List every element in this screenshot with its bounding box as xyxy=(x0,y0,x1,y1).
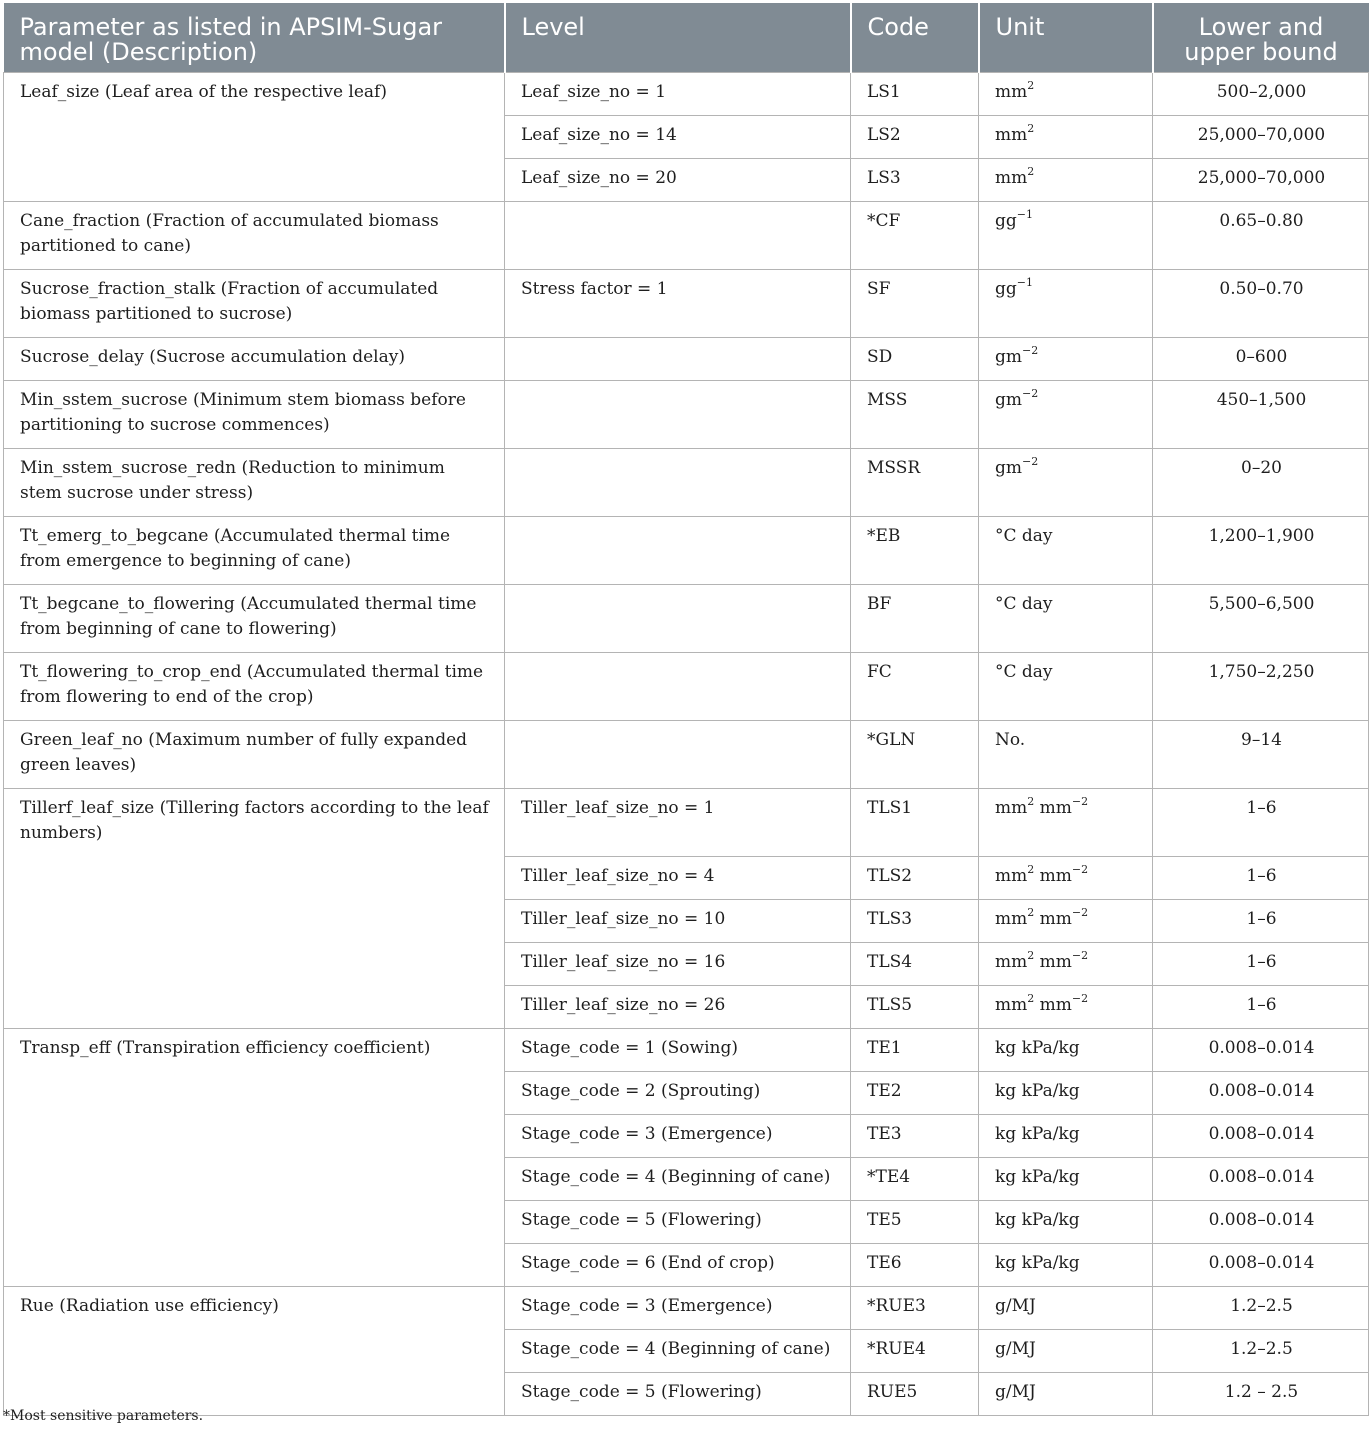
bound-cell: 500–2,000 xyxy=(1153,73,1369,116)
bound-cell: 0–600 xyxy=(1153,338,1369,381)
unit-exponent: −2 xyxy=(1071,795,1089,808)
unit-cell xyxy=(979,1201,1153,1244)
level-cell: Stage_code = 6 (End of crop) xyxy=(505,1244,851,1287)
unit-cell xyxy=(979,1072,1153,1115)
unit-cell xyxy=(979,270,1153,338)
unit-text: mm xyxy=(1034,952,1072,972)
level-cell: Stage_code = 3 (Emergence) xyxy=(505,1115,851,1158)
code-cell: LS2 xyxy=(851,116,979,159)
unit-cell xyxy=(979,381,1153,449)
parameter-cell: Tillerf_leaf_size (Tillering factors according to the leaf numbers) xyxy=(4,789,505,1029)
bound-cell: 0.008–0.014 xyxy=(1153,1115,1369,1158)
table-header-row xyxy=(4,3,1369,73)
code-cell: SF xyxy=(851,270,979,338)
level-cell: Tiller_leaf_size_no = 10 xyxy=(505,900,851,943)
level-cell xyxy=(505,585,851,653)
code-cell: *TE4 xyxy=(851,1158,979,1201)
table-row xyxy=(4,381,1369,449)
table-row xyxy=(4,73,1369,116)
unit-exponent: 2 xyxy=(1027,795,1035,808)
bound-cell: 1–6 xyxy=(1153,857,1369,900)
unit-cell xyxy=(979,449,1153,517)
unit-exponent: 2 xyxy=(1027,79,1035,92)
unit-text: mm xyxy=(995,952,1028,972)
level-cell: Stage_code = 3 (Emergence) xyxy=(505,1287,851,1330)
unit-exponent: −1 xyxy=(1016,208,1033,221)
unit-cell xyxy=(979,1330,1153,1373)
unit-exponent: −2 xyxy=(1071,992,1089,1005)
unit-text: kg kPa/kg xyxy=(995,1253,1080,1273)
unit-cell xyxy=(979,986,1153,1029)
unit-cell xyxy=(979,73,1153,116)
bound-cell: 25,000–70,000 xyxy=(1153,159,1369,202)
unit-text: mm xyxy=(995,798,1028,818)
code-cell: TLS4 xyxy=(851,943,979,986)
unit-cell xyxy=(979,721,1153,789)
level-cell: Stress factor = 1 xyxy=(505,270,851,338)
header-parameter: Parameter as listed in APSIM-Sugar model (Description) xyxy=(4,3,505,73)
code-cell: BF xyxy=(851,585,979,653)
unit-text: g/MJ xyxy=(995,1339,1036,1359)
unit-cell xyxy=(979,517,1153,585)
level-cell: Stage_code = 4 (Beginning of cane) xyxy=(505,1330,851,1373)
header-code: Code xyxy=(851,3,979,73)
unit-cell xyxy=(979,1158,1153,1201)
unit-text: gm xyxy=(995,390,1023,410)
table-row xyxy=(4,1029,1369,1072)
header-bound: Lower and upper bound xyxy=(1153,3,1369,73)
level-cell: Tiller_leaf_size_no = 26 xyxy=(505,986,851,1029)
table-row xyxy=(4,202,1369,270)
level-cell xyxy=(505,338,851,381)
unit-cell xyxy=(979,789,1153,857)
table-body xyxy=(4,73,1369,1416)
code-cell: TE2 xyxy=(851,1072,979,1115)
parameter-cell: Green_leaf_no (Maximum number of fully expanded green leaves) xyxy=(4,721,505,789)
unit-exponent: 2 xyxy=(1027,165,1035,178)
unit-exponent: 2 xyxy=(1027,863,1035,876)
parameter-cell: Sucrose_delay (Sucrose accumulation delay) xyxy=(4,338,505,381)
code-cell: MSSR xyxy=(851,449,979,517)
level-cell: Stage_code = 4 (Beginning of cane) xyxy=(505,1158,851,1201)
unit-cell xyxy=(979,338,1153,381)
unit-text: mm xyxy=(995,82,1028,102)
unit-text: °C day xyxy=(995,594,1053,614)
header-level: Level xyxy=(505,3,851,73)
bound-cell: 1–6 xyxy=(1153,900,1369,943)
level-cell: Leaf_size_no = 14 xyxy=(505,116,851,159)
code-cell: TE5 xyxy=(851,1201,979,1244)
code-cell: TE6 xyxy=(851,1244,979,1287)
code-cell: TLS2 xyxy=(851,857,979,900)
unit-exponent: 2 xyxy=(1027,992,1035,1005)
parameter-cell: Transp_eff (Transpiration efficiency coefficient) xyxy=(4,1029,505,1287)
unit-cell xyxy=(979,653,1153,721)
unit-text: mm xyxy=(1034,798,1072,818)
unit-text: gg xyxy=(995,211,1017,231)
bound-cell: 0–20 xyxy=(1153,449,1369,517)
parameter-table-container xyxy=(3,3,1368,1416)
level-cell xyxy=(505,202,851,270)
unit-exponent: 2 xyxy=(1027,906,1035,919)
unit-exponent: 2 xyxy=(1027,122,1035,135)
unit-text: kg kPa/kg xyxy=(995,1081,1080,1101)
unit-cell xyxy=(979,116,1153,159)
level-cell: Leaf_size_no = 1 xyxy=(505,73,851,116)
code-cell: TLS5 xyxy=(851,986,979,1029)
bound-cell: 9–14 xyxy=(1153,721,1369,789)
code-cell: TLS1 xyxy=(851,789,979,857)
parameter-cell: Sucrose_fraction_stalk (Fraction of accumulated biomass partitioned to sucrose) xyxy=(4,270,505,338)
unit-cell xyxy=(979,1029,1153,1072)
unit-cell xyxy=(979,1244,1153,1287)
level-cell: Leaf_size_no = 20 xyxy=(505,159,851,202)
bound-cell: 1.2 – 2.5 xyxy=(1153,1373,1369,1416)
unit-cell xyxy=(979,857,1153,900)
bound-cell: 1,750–2,250 xyxy=(1153,653,1369,721)
unit-text: kg kPa/kg xyxy=(995,1167,1080,1187)
table-row xyxy=(4,517,1369,585)
code-cell: TLS3 xyxy=(851,900,979,943)
bound-cell: 1.2–2.5 xyxy=(1153,1287,1369,1330)
unit-cell xyxy=(979,900,1153,943)
unit-exponent: −2 xyxy=(1071,906,1089,919)
unit-text: mm xyxy=(1034,995,1072,1015)
bound-cell: 0.008–0.014 xyxy=(1153,1244,1369,1287)
level-cell xyxy=(505,721,851,789)
parameter-cell: Tt_emerg_to_begcane (Accumulated thermal time from emergence to beginning of cane) xyxy=(4,517,505,585)
unit-cell xyxy=(979,1373,1153,1416)
bound-cell: 0.65–0.80 xyxy=(1153,202,1369,270)
parameter-table xyxy=(3,3,1369,1416)
unit-cell xyxy=(979,943,1153,986)
code-cell: LS3 xyxy=(851,159,979,202)
unit-text: °C day xyxy=(995,662,1053,682)
unit-text: kg kPa/kg xyxy=(995,1038,1080,1058)
unit-text: mm xyxy=(995,909,1028,929)
level-cell: Stage_code = 1 (Sowing) xyxy=(505,1029,851,1072)
bound-cell: 1–6 xyxy=(1153,943,1369,986)
code-cell: FC xyxy=(851,653,979,721)
unit-text: No. xyxy=(995,730,1026,750)
unit-exponent: −2 xyxy=(1022,455,1039,468)
parameter-cell: Tt_flowering_to_crop_end (Accumulated thermal time from flowering to end of the crop) xyxy=(4,653,505,721)
code-cell: MSS xyxy=(851,381,979,449)
bound-cell: 25,000–70,000 xyxy=(1153,116,1369,159)
parameter-cell: Rue (Radiation use efficiency) xyxy=(4,1287,505,1416)
bound-cell: 5,500–6,500 xyxy=(1153,585,1369,653)
bound-cell: 1–6 xyxy=(1153,986,1369,1029)
code-cell: LS1 xyxy=(851,73,979,116)
table-row xyxy=(4,585,1369,653)
code-cell: *RUE4 xyxy=(851,1330,979,1373)
unit-text: kg kPa/kg xyxy=(995,1210,1080,1230)
level-cell xyxy=(505,381,851,449)
table-row xyxy=(4,449,1369,517)
unit-text: gm xyxy=(995,347,1023,367)
level-cell: Tiller_leaf_size_no = 1 xyxy=(505,789,851,857)
bound-cell: 0.50–0.70 xyxy=(1153,270,1369,338)
code-cell: *EB xyxy=(851,517,979,585)
code-cell: *CF xyxy=(851,202,979,270)
code-cell: TE3 xyxy=(851,1115,979,1158)
unit-exponent: −2 xyxy=(1071,863,1089,876)
level-cell xyxy=(505,517,851,585)
table-row xyxy=(4,270,1369,338)
unit-text: mm xyxy=(995,995,1028,1015)
table-row xyxy=(4,1287,1369,1330)
parameter-cell: Leaf_size (Leaf area of the respective leaf) xyxy=(4,73,505,202)
parameter-cell: Cane_fraction (Fraction of accumulated biomass partitioned to cane) xyxy=(4,202,505,270)
level-cell: Tiller_leaf_size_no = 4 xyxy=(505,857,851,900)
level-cell: Stage_code = 5 (Flowering) xyxy=(505,1201,851,1244)
header-unit: Unit xyxy=(979,3,1153,73)
unit-text: gg xyxy=(995,279,1017,299)
unit-cell xyxy=(979,159,1153,202)
level-cell: Stage_code = 5 (Flowering) xyxy=(505,1373,851,1416)
code-cell: *RUE3 xyxy=(851,1287,979,1330)
unit-text: g/MJ xyxy=(995,1382,1036,1402)
bound-cell: 1–6 xyxy=(1153,789,1369,857)
level-cell xyxy=(505,449,851,517)
parameter-cell: Tt_begcane_to_flowering (Accumulated thermal time from beginning of cane to flowering) xyxy=(4,585,505,653)
unit-exponent: −2 xyxy=(1022,344,1039,357)
level-cell xyxy=(505,653,851,721)
unit-cell xyxy=(979,1287,1153,1330)
unit-exponent: −1 xyxy=(1016,276,1033,289)
unit-text: mm xyxy=(1034,909,1072,929)
code-cell: SD xyxy=(851,338,979,381)
unit-exponent: 2 xyxy=(1027,949,1035,962)
footnote: *Most sensitive parameters. xyxy=(3,1408,204,1424)
unit-cell xyxy=(979,1115,1153,1158)
parameter-cell: Min_sstem_sucrose_redn (Reduction to minimum stem sucrose under stress) xyxy=(4,449,505,517)
level-cell: Tiller_leaf_size_no = 16 xyxy=(505,943,851,986)
bound-cell: 0.008–0.014 xyxy=(1153,1158,1369,1201)
table-row xyxy=(4,338,1369,381)
bound-cell: 0.008–0.014 xyxy=(1153,1201,1369,1244)
code-cell: TE1 xyxy=(851,1029,979,1072)
unit-cell xyxy=(979,585,1153,653)
unit-text: kg kPa/kg xyxy=(995,1124,1080,1144)
bound-cell: 450–1,500 xyxy=(1153,381,1369,449)
bound-cell: 1,200–1,900 xyxy=(1153,517,1369,585)
unit-text: °C day xyxy=(995,526,1053,546)
unit-text: mm xyxy=(1034,866,1072,886)
table-row xyxy=(4,721,1369,789)
bound-cell: 1.2–2.5 xyxy=(1153,1330,1369,1373)
unit-text: gm xyxy=(995,458,1023,478)
parameter-cell: Min_sstem_sucrose (Minimum stem biomass before partitioning to sucrose commences) xyxy=(4,381,505,449)
unit-text: mm xyxy=(995,866,1028,886)
unit-text: mm xyxy=(995,168,1028,188)
level-cell: Stage_code = 2 (Sprouting) xyxy=(505,1072,851,1115)
unit-exponent: −2 xyxy=(1071,949,1089,962)
unit-text: g/MJ xyxy=(995,1296,1036,1316)
code-cell: RUE5 xyxy=(851,1373,979,1416)
unit-exponent: −2 xyxy=(1022,387,1039,400)
bound-cell: 0.008–0.014 xyxy=(1153,1072,1369,1115)
code-cell: *GLN xyxy=(851,721,979,789)
bound-cell: 0.008–0.014 xyxy=(1153,1029,1369,1072)
table-row xyxy=(4,653,1369,721)
unit-text: mm xyxy=(995,125,1028,145)
table-row xyxy=(4,789,1369,857)
unit-cell xyxy=(979,202,1153,270)
